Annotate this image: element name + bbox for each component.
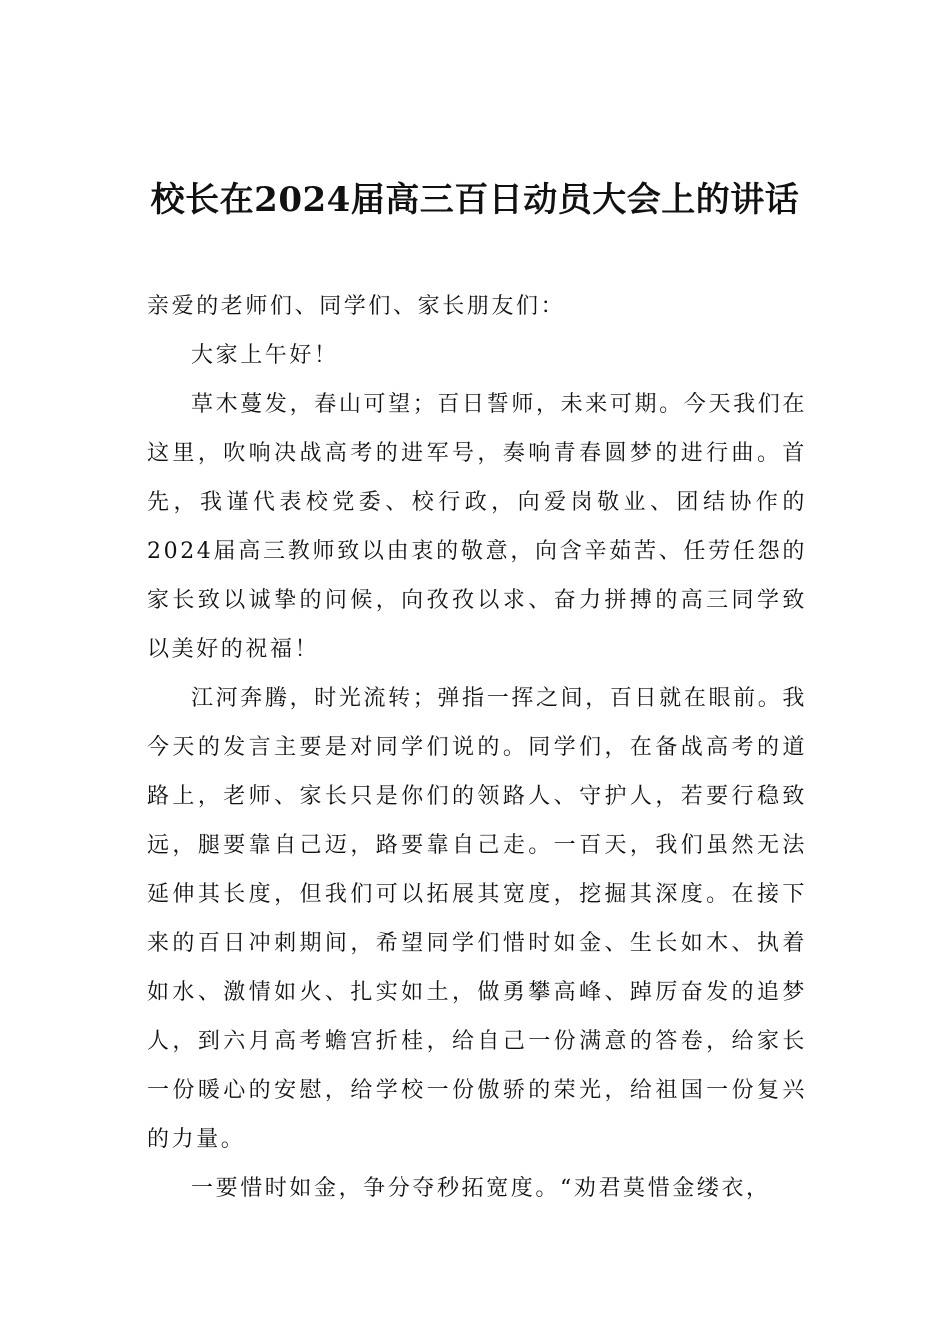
salutation: 亲爱的老师们、同学们、家长朋友们： xyxy=(147,294,566,319)
document-title: 校长在2024届高三百日动员大会上的讲话 xyxy=(150,180,800,220)
paragraph-point-one: 一要惜时如金，争分夺秒拓宽度。“劝君莫惜金缕衣， xyxy=(191,1176,771,1201)
paragraph-message: 江河奔腾，时光流转；弹指一挥之间，百日就在眼前。我今天的发言主要是对同学们说的。同学们，在备战高考的道路上，老师、家长只是你们的领路人、守护人，若要行稳致远，腿要靠自己迈，路要靠自己走。一百天，我们虽然无法延伸其长度，但我们可以拓展其宽度，挖掘其深度。在接下来的百日冲刺期间，希望同学们惜时如金、生长如木、执着如水、激情如火、扎实如土，做勇攀高峰、踔厉奋发的追梦人，到六月高考蟾宫折桂，给自己一份满意的答卷，给家长一份暖心的安慰，给学校一份傲骄的荣光，给祖国一份复兴的力量。 xyxy=(147,686,807,1152)
paragraph-greeting: 大家上午好！ xyxy=(191,343,339,368)
paragraph-opening: 草木蔓发，春山可望；百日誓师，未来可期。今天我们在这里，吹响决战高考的进军号，奏响青春圆梦的进行曲。首先，我谨代表校党委、校行政，向爱岗敬业、团结协作的2024届高三教师致以由衷的敬意，向含辛茹苦、任劳任怨的家长致以诚挚的问候，向孜孜以求、奋力拼搏的高三同学致以美好的祝福！ xyxy=(147,392,807,662)
document-body xyxy=(147,282,807,1213)
